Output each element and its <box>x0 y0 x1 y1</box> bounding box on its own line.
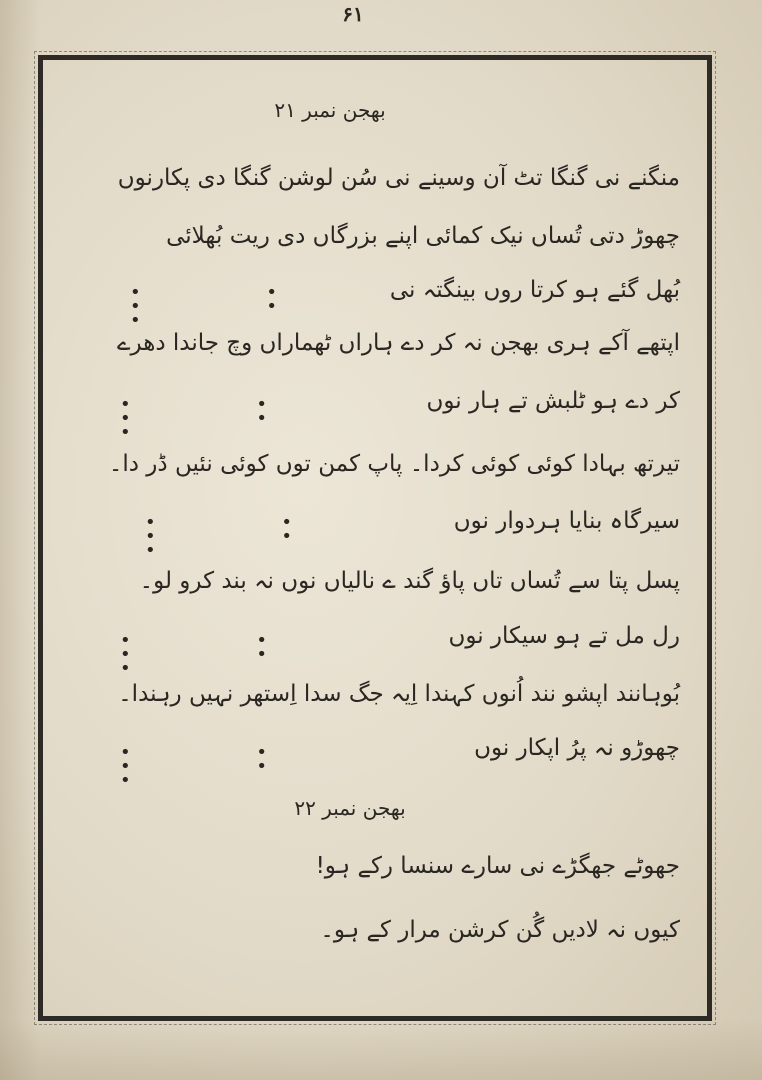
bhajan-21-line-7: سیرگاہ بنایا ہردوار نوں <box>453 508 680 534</box>
bhajan-21-line-10: بُوہانند اپشو نند اُنوں کہندا اِیہ جگ سدا اِستھر نہیں رہندا۔ <box>118 681 680 707</box>
bhajan-21-line-6: تیرتھ بہادا کوئی کوئی کردا۔ پاپ کمن توں کوئی نئیں ڈر دا۔ <box>108 451 680 477</box>
refrain-dots: • • • • • <box>120 394 327 443</box>
bhajan-22-heading: بھجن نمبر ۲۲ <box>294 796 406 820</box>
bhajan-22-line-1: جھوٹے جھگڑے نی سارے سنسا رکے ہو! <box>315 853 680 879</box>
bhajan-21-line-8: پسل پتا سے تُساں تاں پاؤ گند ے نالیاں نوں نہ بند کرو لو۔ <box>139 568 680 594</box>
bhajan-21-heading: بھجن نمبر ۲۱ <box>274 98 386 122</box>
bhajan-22-line-2: کیوں نہ لادیں گُن کرشن مرار کے ہو۔ <box>320 917 680 943</box>
bhajan-21-line-3: بُھل گئے ہو کرتا روں بینگتہ نی <box>389 277 680 303</box>
bhajan-21-line-11: چھوڑو نہ پرُ اپکار نوں <box>474 735 680 761</box>
paper-edge-shadow <box>0 0 40 1080</box>
bhajan-21-line-4: اپتھے آکے ہری بھجن نہ کر دے ہاراں ٹھماراں وچ جاندا دھرے <box>117 330 680 356</box>
bhajan-21-line-1: منگنے نی گنگا تٹ آن وسینے نی سُن لوشن گنگا دی پکارنوں <box>117 165 680 191</box>
paper-bottom-shadow <box>0 1020 762 1080</box>
bhajan-21-line-2: چھوڑ دتی تُساں نیک کمائی اپنے بزرگاں دی ریت بُھلائی <box>166 223 680 249</box>
page-number: ۶۱ <box>342 2 364 26</box>
bhajan-21-line-9: رل مل تے ہو سیکار نوں <box>448 623 680 649</box>
refrain-dots: • • • • • <box>120 742 327 791</box>
refrain-dots: • • • • • <box>130 282 337 331</box>
refrain-dots: • • • • • <box>145 512 352 561</box>
bhajan-21-line-5: کر دے ہو ٹلبش تے ہار نوں <box>426 388 680 414</box>
refrain-dots: • • • • • <box>120 630 327 679</box>
